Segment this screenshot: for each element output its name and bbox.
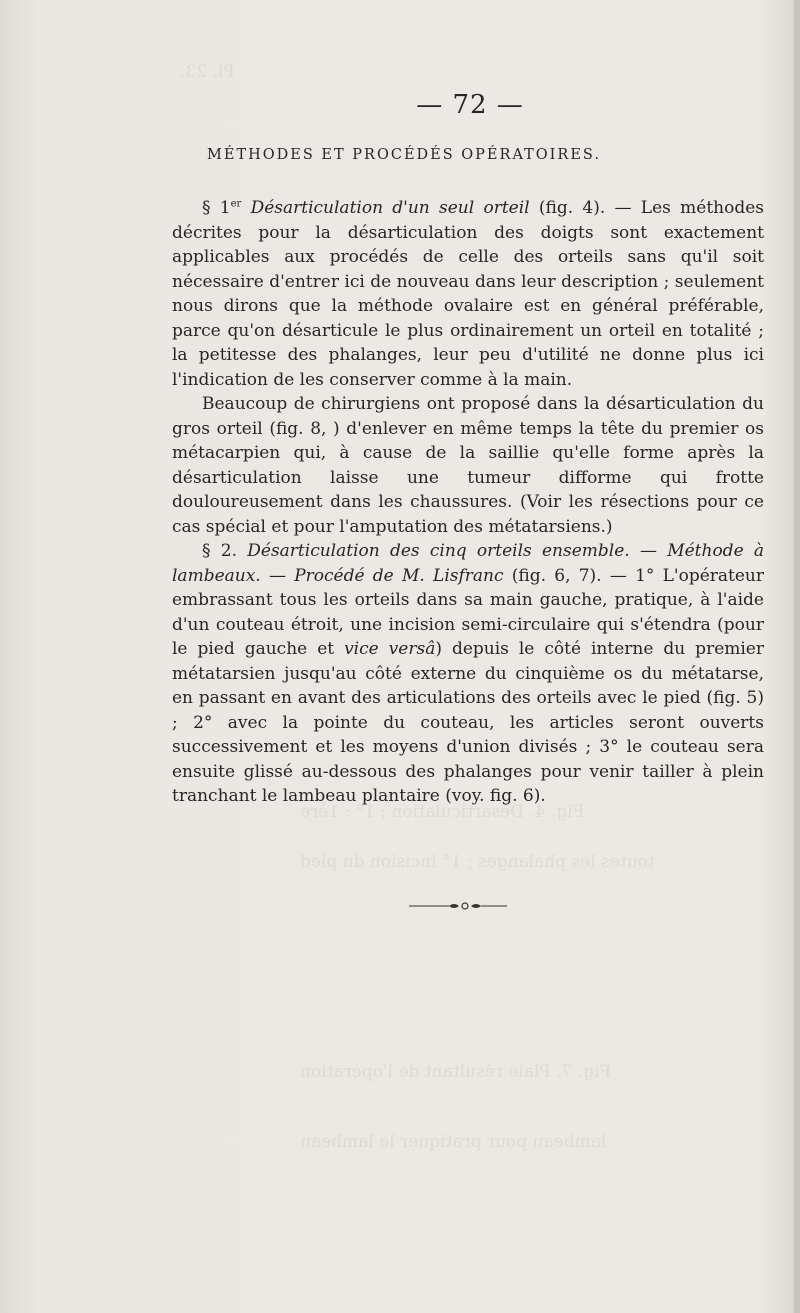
show-through-text: toutes les phalanges ; 1° incision du pied (300, 852, 655, 872)
body-text (172, 196, 764, 809)
paragraph-2 (172, 392, 764, 539)
page-edge (794, 0, 800, 1313)
paragraph-section-2 (172, 539, 764, 809)
running-title: MÉTHODES ET PROCÉDÉS OPÉRATOIRES. (207, 147, 601, 163)
show-through-text: Fig. 4. Désarticulation ; 1° : 1ère (300, 802, 585, 822)
paragraph-section-1 (172, 196, 764, 392)
section-marker: § 2. (202, 541, 237, 561)
section-title: Désarticulation des cinq orteils ensemble. — Méthode à lambeaux. — Procédé de M. Lisfranc (172, 541, 765, 586)
page-number: — 72 — (416, 90, 524, 120)
show-through-text: Fig. 7. Plaie résultant de l'opération (300, 1062, 612, 1082)
section-text-b: ) depuis le côté interne du premier métatarsien jusqu'au côté externe du cinquième os du métatarse, en passant en avant des articulations des orteils avec le pied (fig. 5) ; 2° avec la pointe du couteau, les articles seront ouverts successivement et les moyens d'union divisés ; 3° le couteau sera ensuite glissé au-dessous des phalanges pour venir tailler à plein tranchant le lambeau plantaire (voy. fig. 6). (172, 639, 764, 806)
section-text: (fig. 4). — Les méthodes décrites pour la désarticulation des doigts sont exactement applicables aux procédés de celle des orteils sans qu'il soit nécessaire d'entrer ici de nouveau dans leur description ; seulement nous dirons que la méthode ovalaire est en général préférable, parce qu'on désarticule le plus ordinairement un orteil en totalité ; la petitesse des phalanges, leur peu d'utilité ne donne plus ici l'indication de les conserver comme à la main. (172, 198, 764, 390)
section-title: Désarticulation d'un seul orteil (250, 198, 530, 218)
show-through-text: Pl. 23. (180, 62, 235, 82)
show-through-text: lambeau pour pratiquer le lambeau (300, 1132, 607, 1152)
vice-versa-text: vice versâ (344, 639, 436, 659)
paragraph-text: Beaucoup de chirurgiens ont proposé dans la désarticulation du gros orteil (fig. 8, ) d'enlever en même temps la tête du premier os métacarpien qui, à cause de la saillie qu'elle forme après la désarticulation laisse une tumeur difforme qui frotte douloureusement dans les chaussures. (Voir les résections pour ce cas spécial et pour l'amputation des métatarsiens.) (172, 394, 764, 537)
section-text-a: (fig. 6, 7). — 1° L'opérateur embrassant tous les orteils dans sa main gauche, pratique, à l'aide d'un couteau étroit, une incision semi-circulaire qui s'étendra (pour le pied gauche et (172, 565, 764, 659)
ornament-divider (407, 897, 509, 915)
section-marker-sup: er (230, 198, 242, 210)
section-marker: § 1 (202, 198, 231, 218)
